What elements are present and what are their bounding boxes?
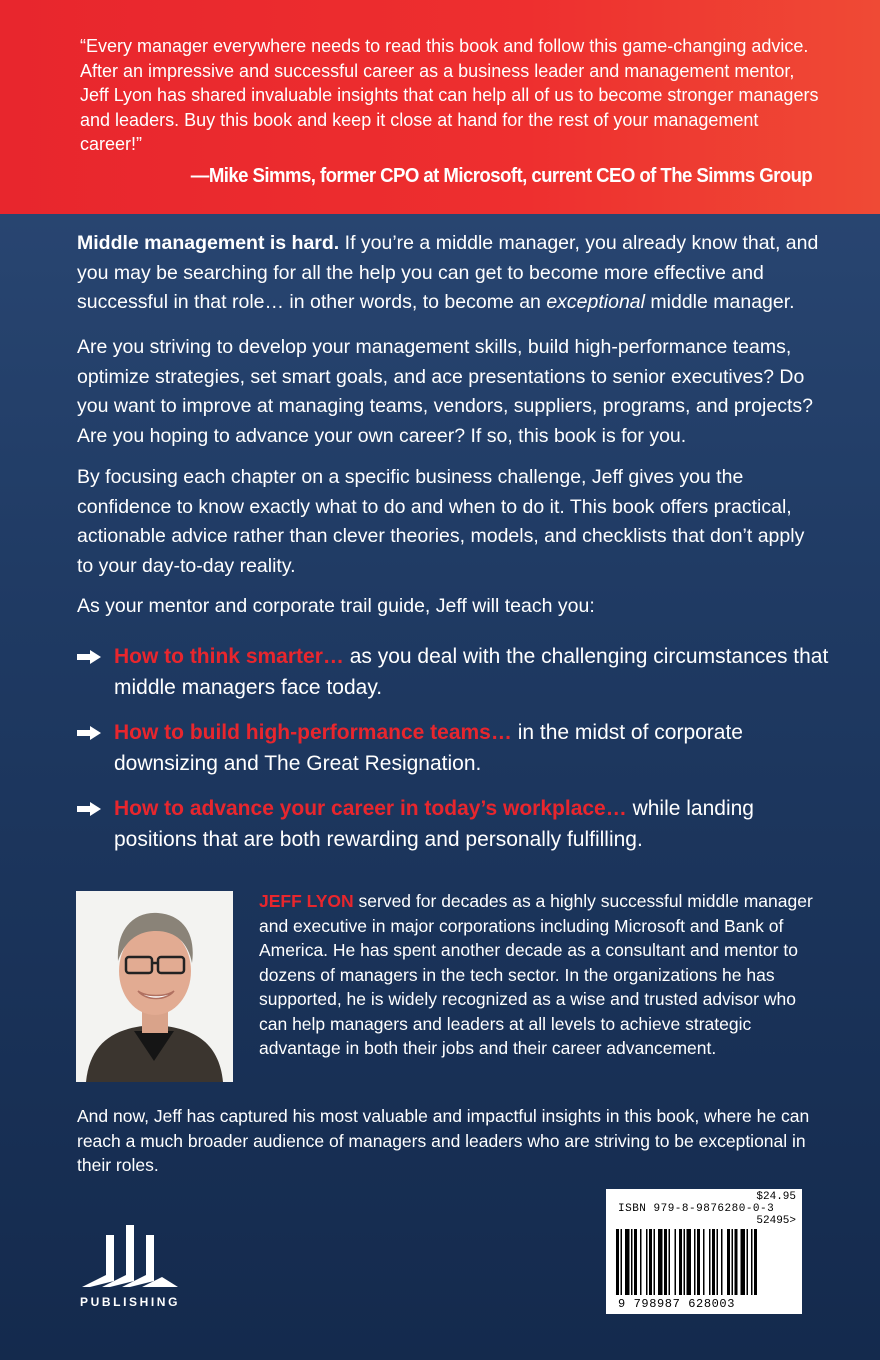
barcode-bar <box>675 1229 677 1295</box>
barcode-bar <box>640 1229 642 1295</box>
arrow-right-icon <box>77 802 101 816</box>
publisher-name: PUBLISHING <box>80 1295 181 1309</box>
intro-paragraph <box>77 229 819 318</box>
barcode-bar <box>727 1229 730 1295</box>
barcode-bar <box>634 1229 637 1295</box>
bullet-highlight: How to build high-performance teams… <box>114 721 512 744</box>
bullet-text: in the midst of corporate downsizing and The Great Resignation. <box>114 721 743 775</box>
intro-text: If you’re a middle manager, you already know that, and you may be searching for all the help you can get to become more effective and successful in that role… in other words, to become an <box>77 232 819 313</box>
barcode-bar <box>658 1229 663 1295</box>
intro-emphasis: exceptional <box>546 291 645 313</box>
barcode-bars-icon <box>616 1229 794 1295</box>
paragraph-mentor: As your mentor and corporate trail guide, Jeff will teach you: <box>77 595 595 617</box>
endorsement-quote: “Every manager everywhere needs to read this book and follow this game-changing advice. After an impressive and successful career as a business leader and management mentor, Jeff Lyon has shared invaluable insights that can help all of us to become stronger managers and leaders. Buy this book and keep it close at hand for the rest of your management career!” <box>80 36 819 154</box>
barcode-bar <box>664 1229 667 1295</box>
barcode-bar <box>751 1229 753 1295</box>
barcode-bar <box>646 1229 648 1295</box>
barcode-bar <box>754 1229 757 1295</box>
arrow-right-icon <box>77 650 101 664</box>
bullet-text: while landing positions that are both rewarding and personally fulfilling. <box>114 797 754 851</box>
barcode-bar <box>649 1229 652 1295</box>
barcode-isbn: ISBN 979-8-9876280-0-3 <box>618 1203 775 1215</box>
barcode-bar <box>679 1229 682 1295</box>
arrow-right-icon <box>77 726 101 740</box>
barcode-bar <box>709 1229 711 1295</box>
intro-text-end: middle manager. <box>644 291 795 313</box>
paragraph-focus: By focusing each chapter on a specific business challenge, Jeff gives you the confidence to know exactly what to do and when to do it. This book offers practical, actionable advice rather than clever theories, models, and checklists that don’t apply to your day-to-day reality. <box>77 466 805 577</box>
barcode-bar <box>741 1229 746 1295</box>
bullet-text: as you deal with the challenging circumstances that middle managers face today. <box>114 645 829 699</box>
barcode-bar <box>687 1229 692 1295</box>
barcode-bar <box>631 1229 633 1295</box>
barcode-addon: 52495> <box>756 1215 796 1227</box>
barcode-bar <box>616 1229 619 1295</box>
author-photo <box>76 891 233 1082</box>
barcode-bar <box>721 1229 723 1295</box>
barcode-bar <box>625 1229 630 1295</box>
bullet-highlight: How to advance your career in today’s workplace… <box>114 797 627 820</box>
barcode-bar <box>747 1229 749 1295</box>
barcode-bar <box>703 1229 705 1295</box>
intro-lead: Middle management is hard. <box>77 232 340 254</box>
author-portrait-icon <box>76 891 233 1082</box>
bullet-highlight: How to think smarter… <box>114 645 344 668</box>
barcode-bar <box>697 1229 700 1295</box>
barcode-bar <box>694 1229 696 1295</box>
barcode-bar <box>684 1229 686 1295</box>
list-item <box>77 717 837 779</box>
author-bio-text: served for decades as a highly successful middle manager and executive in major corporations including Microsoft and Bank of America. He has spent another decade as a consultant and mentor to dozens of managers in the tech sector. In the organizations he has supported, he is widely recognized as a wise and trusted advisor who can help managers and leaders at all levels to achieve strategic advantage in both their jobs and their career advancement. <box>259 891 813 1058</box>
list-item <box>77 641 837 703</box>
benefit-list <box>77 641 837 869</box>
barcode-bar <box>717 1229 719 1295</box>
barcode-bar <box>669 1229 671 1295</box>
paragraph-questions: Are you striving to develop your management skills, build high-performance teams, optimize strategies, set smart goals, and ace presentations to senior executives? Do you want to improve at managing teams, vendors, suppliers, programs, and projects? Are you hoping to advance your own career? If so, this book is for you. <box>77 336 813 447</box>
barcode-bar <box>712 1229 715 1295</box>
isbn-barcode <box>606 1189 802 1314</box>
barcode-bar <box>654 1229 656 1295</box>
list-item <box>77 793 837 855</box>
endorsement-attribution: —Mike Simms, former CPO at Microsoft, current CEO of The Simms Group <box>190 165 812 187</box>
barcode-price: $24.95 <box>756 1191 796 1203</box>
barcode-bar <box>735 1229 738 1295</box>
barcode-bar <box>732 1229 734 1295</box>
closing-paragraph: And now, Jeff has captured his most valuable and impactful insights in this book, where he can reach a much broader audience of managers and leaders who are striving to be exceptional in their roles. <box>77 1106 810 1175</box>
author-name: JEFF LYON <box>259 891 354 911</box>
barcode-number: 9 798987 628003 <box>618 1297 736 1311</box>
author-bio <box>259 889 819 1061</box>
barcode-bar <box>621 1229 623 1295</box>
